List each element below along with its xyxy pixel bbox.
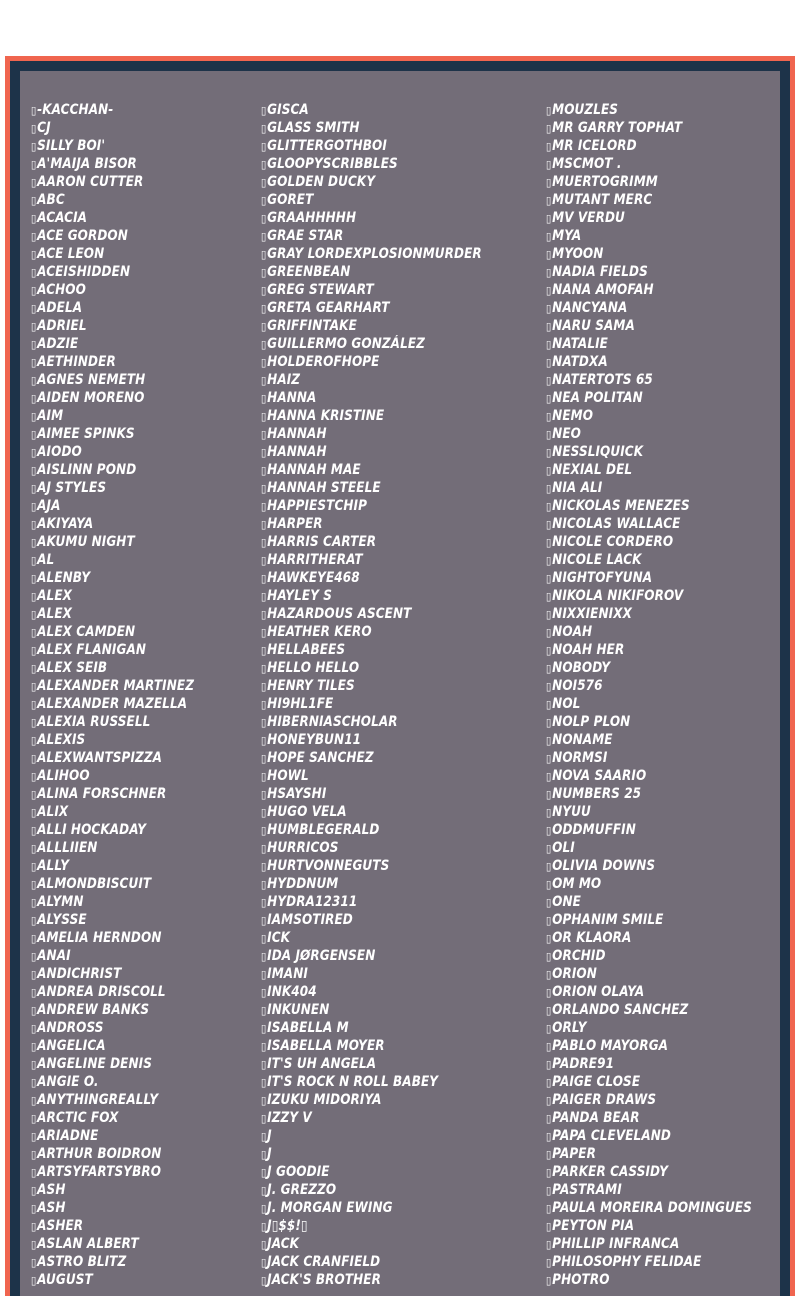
supporter-name: ▯ MYA [546, 227, 752, 245]
supporter-name: ▯ GISCA [261, 101, 482, 119]
supporter-name: ▯ ICK [261, 929, 482, 947]
supporter-name: ▯ PAPER [546, 1145, 752, 1163]
supporter-name: ▯ ABC [31, 191, 194, 209]
supporter-name: ▯ ISABELLA MOYER [261, 1037, 482, 1055]
supporter-name: ▯ AMELIA HERNDON [31, 929, 194, 947]
supporter-name: ▯ HARRIS CARTER [261, 533, 482, 551]
supporter-name: ▯ PAPA CLEVELAND [546, 1127, 752, 1145]
supporter-name: ▯ ALEXANDER MAZELLA [31, 695, 194, 713]
supporter-name: ▯ ACE GORDON [31, 227, 194, 245]
supporter-name: ▯ ALEX CAMDEN [31, 623, 194, 641]
supporter-name: ▯ PAULA MOREIRA DOMINGUES [546, 1199, 752, 1217]
supporter-name: ▯ HONEYBUN11 [261, 731, 482, 749]
credits-inner-border [10, 61, 790, 1296]
supporter-name: ▯ GORET [261, 191, 482, 209]
supporter-name: ▯ ODDMUFFIN [546, 821, 752, 839]
supporter-name: ▯ ALEX [31, 605, 194, 623]
supporter-name: ▯ ALIX [31, 803, 194, 821]
supporter-name: ▯ ANDICHRIST [31, 965, 194, 983]
supporter-name: ▯ HEATHER KERO [261, 623, 482, 641]
supporter-name: ▯ ASHER [31, 1217, 194, 1235]
supporter-name: ▯ SILLY BOI' [31, 137, 194, 155]
supporter-name: ▯ HANNAH MAE [261, 461, 482, 479]
supporter-name: ▯ NYUU [546, 803, 752, 821]
supporter-name: ▯ ARTHUR BOIDRON [31, 1145, 194, 1163]
supporter-name: ▯ PASTRAMI [546, 1181, 752, 1199]
supporter-name: ▯ ALEXIA RUSSELL [31, 713, 194, 731]
supporter-name: ▯ ACACIA [31, 209, 194, 227]
supporter-name: ▯ NATERTOTS 65 [546, 371, 752, 389]
supporter-name: ▯ JACK'S BROTHER [261, 1271, 482, 1289]
supporter-name: ▯ ACEISHIDDEN [31, 263, 194, 281]
supporter-name: ▯ JACK CRANFIELD [261, 1253, 482, 1271]
supporter-name: ▯ AUGUST [31, 1271, 194, 1289]
supporter-name: ▯ HAIZ [261, 371, 482, 389]
supporter-name: ▯ PABLO MAYORGA [546, 1037, 752, 1055]
supporter-name: ▯ IAMSOTIRED [261, 911, 482, 929]
supporter-name: ▯ NADIA FIELDS [546, 263, 752, 281]
supporter-name: ▯ ORLY [546, 1019, 752, 1037]
supporter-name: ▯ J [261, 1145, 482, 1163]
supporter-name: ▯ GUILLERMO GONZÁLEZ [261, 335, 482, 353]
supporter-name: ▯ AKUMU NIGHT [31, 533, 194, 551]
supporter-name: ▯ AIMEE SPINKS [31, 425, 194, 443]
supporter-name: ▯ J▯$$!▯ [261, 1217, 482, 1235]
supporter-name: ▯ NIA ALI [546, 479, 752, 497]
supporter-name: ▯ NOAH [546, 623, 752, 641]
supporter-name: ▯ NANA AMOFAH [546, 281, 752, 299]
supporter-name: ▯ HURRICOS [261, 839, 482, 857]
supporter-name: ▯ HOPE SANCHEZ [261, 749, 482, 767]
supporter-name: ▯ AL [31, 551, 194, 569]
credits-frame [5, 56, 795, 1296]
supporter-name: ▯ ANDROSS [31, 1019, 194, 1037]
supporter-name: ▯ OR KLAORA [546, 929, 752, 947]
supporter-name: ▯ ORLANDO SANCHEZ [546, 1001, 752, 1019]
supporter-name: ▯ NOLP PLON [546, 713, 752, 731]
supporter-name: ▯ AIODO [31, 443, 194, 461]
supporter-name: ▯ OLI [546, 839, 752, 857]
supporter-name: ▯ HELLABEES [261, 641, 482, 659]
supporter-name: ▯ ALEXANDER MARTINEZ [31, 677, 194, 695]
supporter-name: ▯ ALEXIS [31, 731, 194, 749]
supporter-name: ▯ ANAI [31, 947, 194, 965]
supporter-name: ▯ NEXIAL DEL [546, 461, 752, 479]
supporter-name: ▯ AGNES NEMETH [31, 371, 194, 389]
supporter-name: ▯ ARCTIC FOX [31, 1109, 194, 1127]
supporter-name: ▯ HI9HL1FE [261, 695, 482, 713]
supporter-name: ▯ MR GARRY TOPHAT [546, 119, 752, 137]
supporter-name: ▯ NATALIE [546, 335, 752, 353]
supporter-name: ▯ PARKER CASSIDY [546, 1163, 752, 1181]
supporter-name: ▯ CJ [31, 119, 194, 137]
names-column-2 [261, 101, 518, 1289]
supporter-name: ▯ -KACCHAN- [31, 101, 194, 119]
supporter-name: ▯ PANDA BEAR [546, 1109, 752, 1127]
supporter-name: ▯ NIKOLA NIKIFOROV [546, 587, 752, 605]
supporter-name: ▯ ALYSSE [31, 911, 194, 929]
supporter-name: ▯ HARPER [261, 515, 482, 533]
supporter-name: ▯ J. MORGAN EWING [261, 1199, 482, 1217]
supporter-name: ▯ ALMONDBISCUIT [31, 875, 194, 893]
supporter-name: ▯ ASH [31, 1199, 194, 1217]
supporter-name: ▯ ADRIEL [31, 317, 194, 335]
supporter-name: ▯ GRAE STAR [261, 227, 482, 245]
supporter-name: ▯ ALENBY [31, 569, 194, 587]
supporter-name: ▯ HYDDNUM [261, 875, 482, 893]
supporter-name: ▯ NEO [546, 425, 752, 443]
supporter-name: ▯ ALIHOO [31, 767, 194, 785]
supporter-name: ▯ HARRITHERAT [261, 551, 482, 569]
supporter-name: ▯ MUTANT MERC [546, 191, 752, 209]
supporter-name: ▯ HENRY TILES [261, 677, 482, 695]
supporter-name: ▯ ONE [546, 893, 752, 911]
supporter-name: ▯ NICOLE CORDERO [546, 533, 752, 551]
supporter-name: ▯ HAPPIESTCHIP [261, 497, 482, 515]
supporter-name: ▯ HOLDEROFHOPE [261, 353, 482, 371]
supporter-name: ▯ NUMBERS 25 [546, 785, 752, 803]
supporter-name: ▯ OM MO [546, 875, 752, 893]
supporter-name: ▯ NIGHTOFYUNA [546, 569, 752, 587]
supporter-name: ▯ JACK [261, 1235, 482, 1253]
supporter-name: ▯ INKUNEN [261, 1001, 482, 1019]
supporter-name: ▯ ANGELINE DENIS [31, 1055, 194, 1073]
supporter-name: ▯ GRETA GEARHART [261, 299, 482, 317]
supporter-name: ▯ ALLY [31, 857, 194, 875]
supporter-name: ▯ GLOOPYSCRIBBLES [261, 155, 482, 173]
supporter-name: ▯ HIBERNIASCHOLAR [261, 713, 482, 731]
supporter-name: ▯ GREENBEAN [261, 263, 482, 281]
supporter-name: ▯ AARON CUTTER [31, 173, 194, 191]
supporter-name: ▯ ALEXWANTSPIZZA [31, 749, 194, 767]
names-column-1 [31, 101, 221, 1289]
supporter-name: ▯ ADZIE [31, 335, 194, 353]
supporter-name: ▯ NEA POLITAN [546, 389, 752, 407]
supporter-name: ▯ AJ STYLES [31, 479, 194, 497]
supporters-panel [20, 71, 780, 1296]
supporter-name: ▯ HOWL [261, 767, 482, 785]
supporter-name: ▯ IT'S UH ANGELA [261, 1055, 482, 1073]
supporter-name: ▯ AIM [31, 407, 194, 425]
supporter-name: ▯ ORCHID [546, 947, 752, 965]
supporter-name: ▯ NORMSI [546, 749, 752, 767]
supporter-name: ▯ J. GREZZO [261, 1181, 482, 1199]
supporter-name: ▯ GREG STEWART [261, 281, 482, 299]
supporter-name: ▯ ALLLIIEN [31, 839, 194, 857]
supporter-name: ▯ ISABELLA M [261, 1019, 482, 1037]
supporter-name: ▯ OLIVIA DOWNS [546, 857, 752, 875]
supporter-name: ▯ AKIYAYA [31, 515, 194, 533]
supporter-name: ▯ HAYLEY S [261, 587, 482, 605]
supporter-name: ▯ ORION OLAYA [546, 983, 752, 1001]
supporter-name: ▯ NESSLIQUICK [546, 443, 752, 461]
supporter-name: ▯ ALINA FORSCHNER [31, 785, 194, 803]
supporter-name: ▯ HANNA KRISTINE [261, 407, 482, 425]
supporter-name: ▯ ACE LEON [31, 245, 194, 263]
supporter-name: ▯ AIDEN MORENO [31, 389, 194, 407]
supporter-name: ▯ NEMO [546, 407, 752, 425]
supporter-name: ▯ PAIGE CLOSE [546, 1073, 752, 1091]
supporter-name: ▯ ALEX FLANIGAN [31, 641, 194, 659]
supporter-name: ▯ NICKOLAS MENEZES [546, 497, 752, 515]
supporter-name: ▯ PHILOSOPHY FELIDAE [546, 1253, 752, 1271]
supporter-name: ▯ ASLAN ALBERT [31, 1235, 194, 1253]
supporter-name: ▯ PAIGER DRAWS [546, 1091, 752, 1109]
supporter-name: ▯ ANYTHINGREALLY [31, 1091, 194, 1109]
supporter-name: ▯ NOBODY [546, 659, 752, 677]
supporter-name: ▯ J GOODIE [261, 1163, 482, 1181]
supporter-name: ▯ HSAYSHI [261, 785, 482, 803]
supporter-name: ▯ NANCYANA [546, 299, 752, 317]
supporter-name: ▯ NOL [546, 695, 752, 713]
supporter-name: ▯ PADRE91 [546, 1055, 752, 1073]
supporter-name: ▯ ASTRO BLITZ [31, 1253, 194, 1271]
supporter-name: ▯ ADELA [31, 299, 194, 317]
supporter-name: ▯ HUMBLEGERALD [261, 821, 482, 839]
supporter-name: ▯ MUERTOGRIMM [546, 173, 752, 191]
supporter-name: ▯ GLITTERGOTHBOI [261, 137, 482, 155]
supporter-name: ▯ NOI576 [546, 677, 752, 695]
supporter-name: ▯ IMANI [261, 965, 482, 983]
supporter-name: ▯ HANNAH [261, 425, 482, 443]
supporter-name: ▯ NIXXIENIXX [546, 605, 752, 623]
supporter-name: ▯ HURTVONNEGUTS [261, 857, 482, 875]
supporter-name: ▯ OPHANIM SMILE [546, 911, 752, 929]
supporter-name: ▯ PHILLIP INFRANCA [546, 1235, 752, 1253]
supporter-name: ▯ HANNA [261, 389, 482, 407]
supporter-name: ▯ GLASS SMITH [261, 119, 482, 137]
supporter-name: ▯ PHOTRO [546, 1271, 752, 1289]
supporter-name: ▯ IDA JØRGENSEN [261, 947, 482, 965]
supporter-name: ▯ AETHINDER [31, 353, 194, 371]
supporter-name: ▯ MYOON [546, 245, 752, 263]
supporter-name: ▯ ARTSYFARTSYBRO [31, 1163, 194, 1181]
supporter-name: ▯ ANGELICA [31, 1037, 194, 1055]
supporter-name: ▯ HANNAH STEELE [261, 479, 482, 497]
supporter-name: ▯ ACHOO [31, 281, 194, 299]
supporter-name: ▯ ALLI HOCKADAY [31, 821, 194, 839]
supporter-name: ▯ IZUKU MIDORIYA [261, 1091, 482, 1109]
supporter-name: ▯ IT'S ROCK N ROLL BABEY [261, 1073, 482, 1091]
supporter-name: ▯ HELLO HELLO [261, 659, 482, 677]
supporter-name: ▯ GRAAHHHHH [261, 209, 482, 227]
supporter-name: ▯ ALYMN [31, 893, 194, 911]
supporter-name: ▯ ANDREW BANKS [31, 1001, 194, 1019]
supporter-name: ▯ MSCMOT . [546, 155, 752, 173]
supporter-name: ▯ ORION [546, 965, 752, 983]
supporter-name: ▯ GRAY LORDEXPLOSIONMURDER [261, 245, 482, 263]
supporter-name: ▯ IZZY V [261, 1109, 482, 1127]
supporter-name: ▯ AJA [31, 497, 194, 515]
supporter-name: ▯ ANGIE O. [31, 1073, 194, 1091]
names-column-3 [546, 101, 785, 1289]
supporter-name: ▯ ANDREA DRISCOLL [31, 983, 194, 1001]
supporter-name: ▯ ALEX SEIB [31, 659, 194, 677]
supporter-name: ▯ ARIADNE [31, 1127, 194, 1145]
supporter-name: ▯ NATDXA [546, 353, 752, 371]
supporter-name: ▯ HANNAH [261, 443, 482, 461]
supporter-name: ▯ NICOLAS WALLACE [546, 515, 752, 533]
supporter-name: ▯ GRIFFINTAKE [261, 317, 482, 335]
supporter-name: ▯ AISLINN POND [31, 461, 194, 479]
supporter-name: ▯ GOLDEN DUCKY [261, 173, 482, 191]
supporter-name: ▯ ALEX [31, 587, 194, 605]
supporter-name: ▯ HUGO VELA [261, 803, 482, 821]
supporter-name: ▯ INK404 [261, 983, 482, 1001]
supporter-name: ▯ NOAH HER [546, 641, 752, 659]
supporter-name: ▯ MV VERDU [546, 209, 752, 227]
supporter-name: ▯ J [261, 1127, 482, 1145]
supporter-name: ▯ NICOLE LACK [546, 551, 752, 569]
supporter-name: ▯ NARU SAMA [546, 317, 752, 335]
supporter-name: ▯ NOVA SAARIO [546, 767, 752, 785]
supporter-name: ▯ A'MAIJA BISOR [31, 155, 194, 173]
supporter-name: ▯ MR ICELORD [546, 137, 752, 155]
supporter-name: ▯ NONAME [546, 731, 752, 749]
supporter-name: ▯ HAZARDOUS ASCENT [261, 605, 482, 623]
supporter-name: ▯ PEYTON PIA [546, 1217, 752, 1235]
supporter-name: ▯ MOUZLES [546, 101, 752, 119]
supporter-name: ▯ HYDRA12311 [261, 893, 482, 911]
supporter-name: ▯ HAWKEYE468 [261, 569, 482, 587]
supporter-name: ▯ ASH [31, 1181, 194, 1199]
